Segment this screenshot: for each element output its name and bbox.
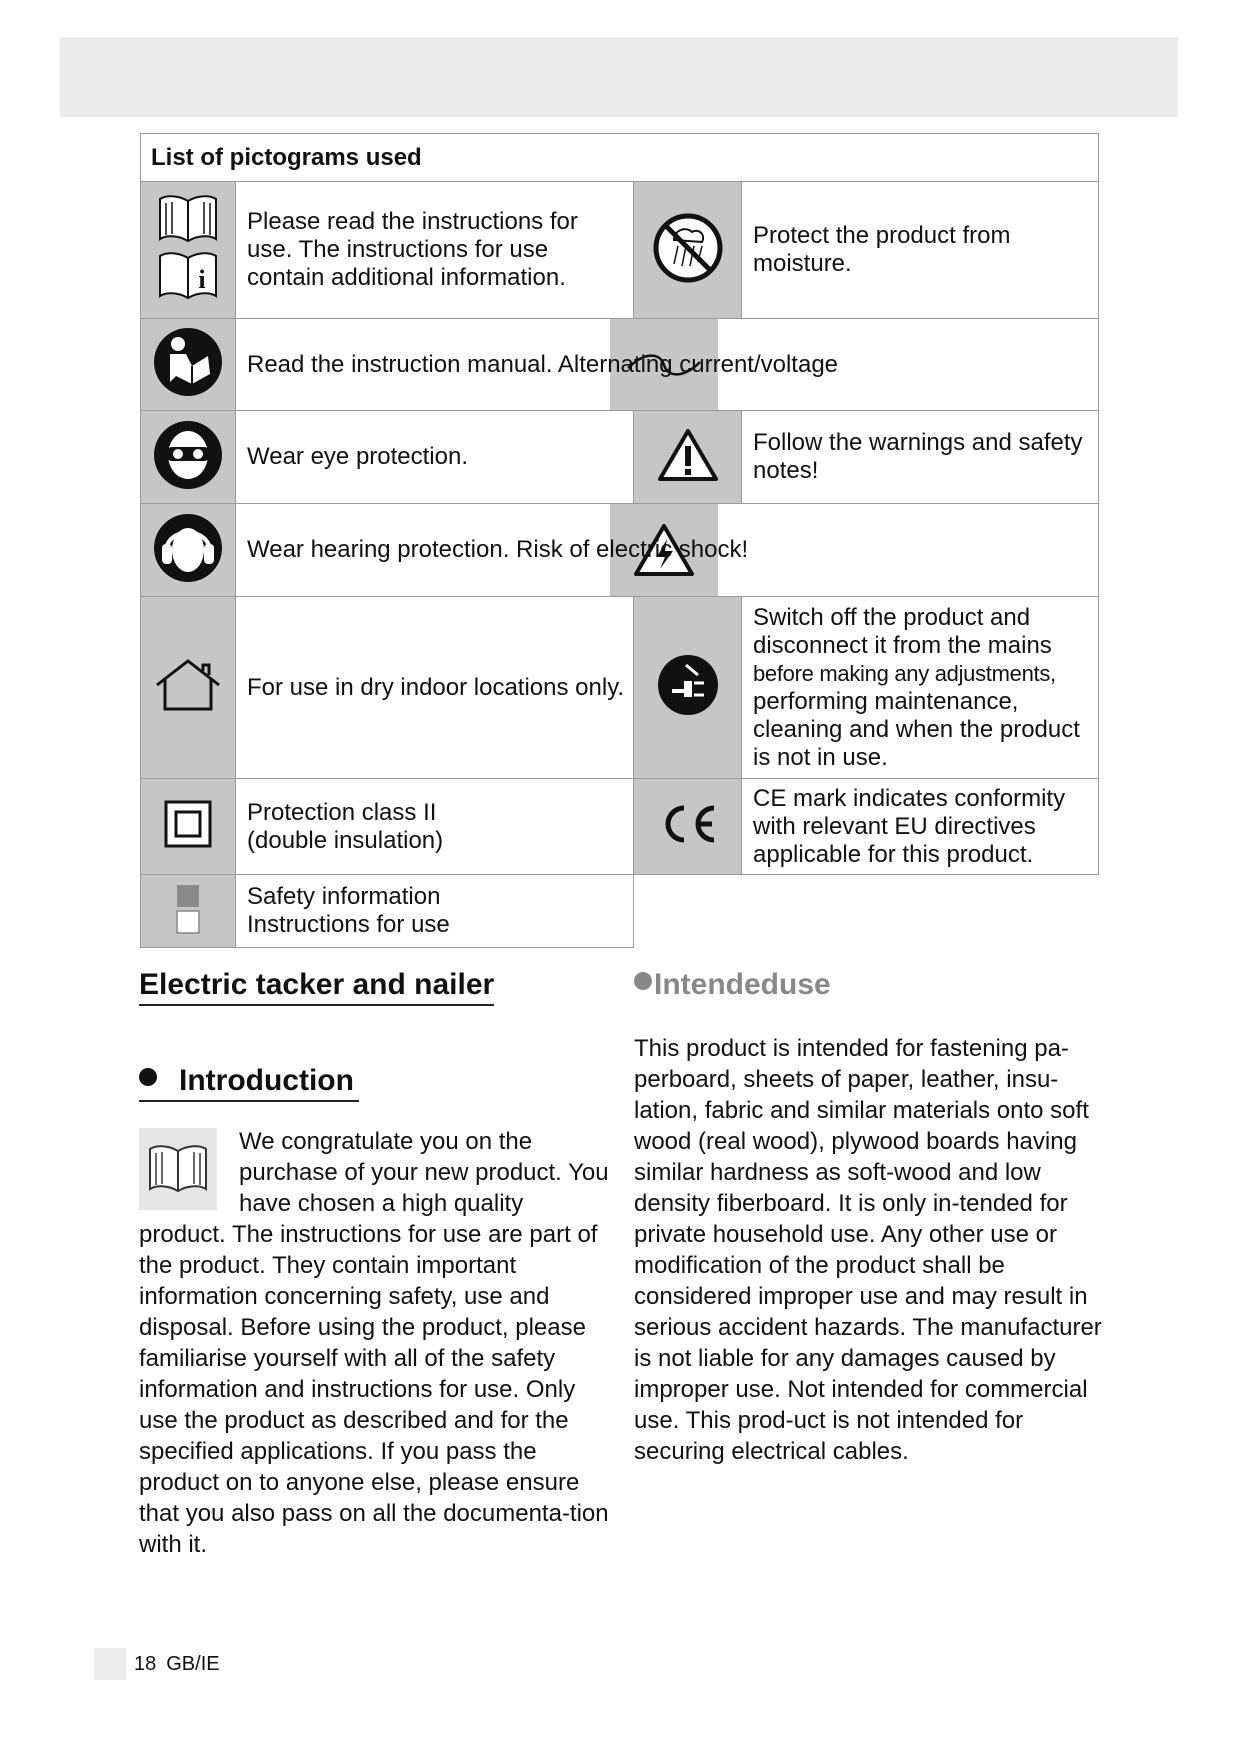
intended-use-heading <box>634 968 831 1002</box>
read-manual-icon <box>152 326 224 398</box>
info-book-icon <box>156 250 220 302</box>
read-manual-text: Read the instruction manual. Alternating current/voltage <box>247 350 839 378</box>
safety-info-text: Safety information <box>247 883 441 910</box>
read-manual-row <box>236 319 1099 411</box>
header-band <box>60 37 1178 117</box>
language-code: GB/IE <box>166 1652 220 1675</box>
manual-icon-cell <box>141 319 236 411</box>
eye-icon-cell <box>141 411 236 504</box>
warnings-text: Follow the warnings and safety notes! <box>742 411 1099 504</box>
ce-icon-cell <box>634 779 742 875</box>
page-number: 18 <box>134 1652 157 1675</box>
protection-class-text-2: (double insulation) <box>247 826 444 854</box>
hearing-icon-cell <box>141 504 236 597</box>
introduction-heading <box>139 1064 359 1102</box>
read-instructions-text: Please read the instructions for use. The instructions for use contain additional information. <box>236 182 634 319</box>
squares-icon-cell <box>141 875 236 948</box>
eye-protection-icon <box>152 419 224 491</box>
moisture-icon-cell <box>634 182 742 319</box>
hearing-row <box>236 504 1099 597</box>
class2-icon-cell <box>141 779 236 875</box>
svg-text:i: i <box>198 265 206 294</box>
warning-icon-cell <box>634 411 742 504</box>
pictogram-table <box>140 133 1099 948</box>
no-rain-icon <box>652 212 724 284</box>
safety-info-cell <box>236 875 634 948</box>
book-icon-box <box>139 1128 217 1210</box>
open-book-icon <box>146 1143 210 1195</box>
bullet-icon <box>139 1068 157 1086</box>
protection-class-text-1: Protection class II <box>247 798 437 826</box>
ce-mark-icon <box>658 802 718 846</box>
unplug-icon <box>656 653 720 717</box>
ce-mark-text: CE mark indicates conformity with relevant EU directives applicable for this product. <box>742 779 1099 875</box>
switch-off-text-1: Switch off the product and disconnect it from the mains <box>753 603 1052 659</box>
intended-use-text: This product is intended for fastening pa-perboard, sheets of paper, leather, insu-lation, fabric and similar materials onto soft wood (real wood), plywood boards having similar hardness as soft-wood and low density fiberboard. It is only in-tended for private household use. Any other use or modification of the product shall be considered improper use and may result in serious accident hazards. The manufacturer is not liable for any damages caused by improper use. Not intended for commercial use. This prod-uct is not intended for securing electrical cables. <box>634 1035 1102 1465</box>
introduction-heading-text: Introduction <box>179 1064 354 1097</box>
moisture-text: Protect the product from moisture. <box>742 182 1099 319</box>
house-icon <box>153 657 223 713</box>
introduction-text: We congratulate you on the purchase of your new product. You have chosen a high quality product. The instructions for use are part of the product. They contain important information concerning safety, use and disposal. Before using the product, please familiarise yourself with all of the safety information and instructions for use. Only use the product as described and for the specified applications. If you pass the product on to anyone else, please ensure that you also pass on all the documenta-tion with it. <box>139 1128 609 1558</box>
book-icons-cell <box>141 182 236 319</box>
unplug-icon-cell <box>634 597 742 779</box>
protection-class-cell <box>236 779 634 875</box>
introduction-body <box>139 1126 609 1560</box>
eye-protection-text: Wear eye protection. <box>236 411 634 504</box>
main-title: Electric tacker and nailer <box>139 968 494 1006</box>
open-book-icon <box>156 193 220 245</box>
instructions-use-text: Instructions for use <box>247 911 450 938</box>
hearing-protection-icon <box>152 512 224 584</box>
house-icon-cell <box>141 597 236 779</box>
left-column-title <box>139 968 609 1006</box>
warning-triangle-icon <box>657 428 719 482</box>
intended-use-heading-text: Intendeduse <box>654 968 831 1001</box>
switch-off-cell <box>742 597 1099 779</box>
dry-indoor-text: For use in dry indoor locations only. <box>236 597 634 779</box>
switch-off-text-2: before making any adjustments, <box>753 660 1056 686</box>
footer-box <box>94 1648 126 1680</box>
switch-off-text-3: performing maintenance, cleaning and when the product is not in use. <box>753 687 1080 771</box>
double-insulation-icon <box>163 799 213 849</box>
bullet-icon <box>634 972 652 990</box>
table-title: List of pictograms used <box>141 134 1099 182</box>
info-squares-icon <box>176 883 200 935</box>
intended-use-body <box>634 1033 1104 1467</box>
page-footer <box>94 1648 220 1680</box>
hearing-text: Wear hearing protection. Risk of electric shock! <box>247 536 749 563</box>
